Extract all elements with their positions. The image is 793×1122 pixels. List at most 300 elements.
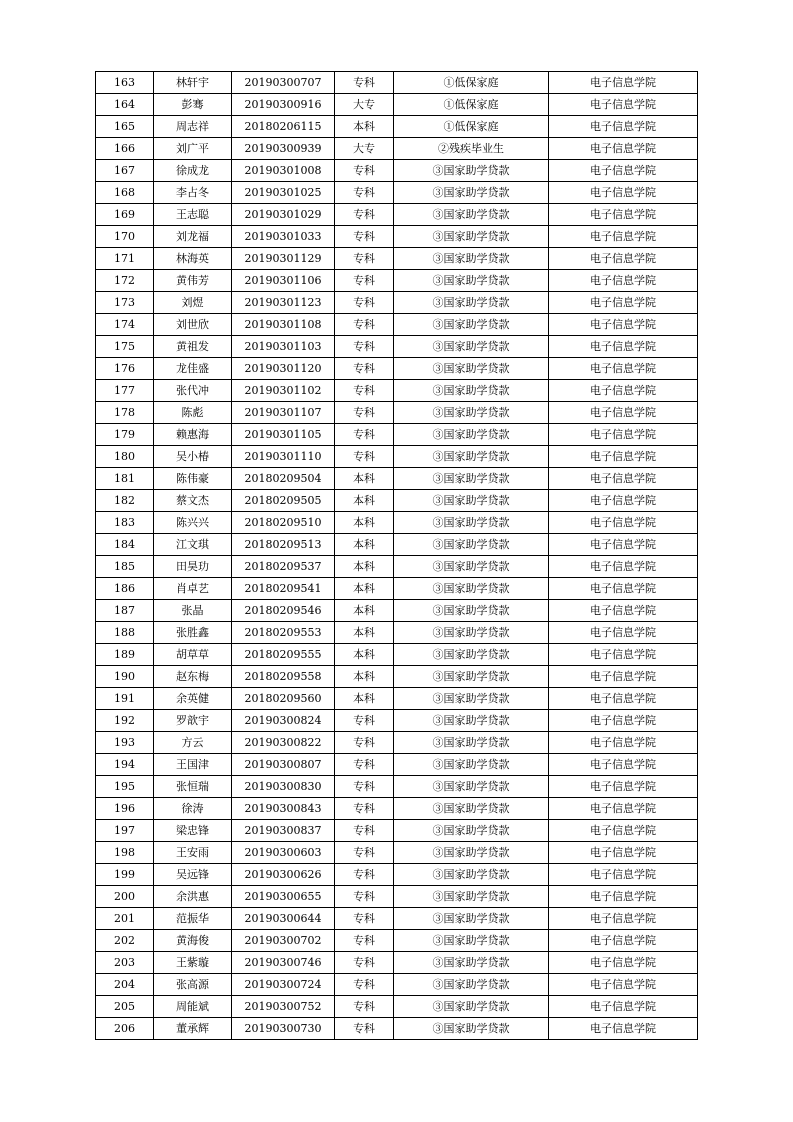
education-level-cell: 专科 — [335, 182, 394, 204]
assistance-category-cell: ③国家助学贷款 — [394, 600, 549, 622]
assistance-category-cell: ③国家助学贷款 — [394, 160, 549, 182]
college-cell: 电子信息学院 — [549, 380, 698, 402]
table-row — [96, 842, 698, 864]
student-name-cell: 范振华 — [154, 908, 232, 930]
row-number-cell: 190 — [96, 666, 154, 688]
student-id-cell: 20180209558 — [232, 666, 335, 688]
assistance-category-cell: ③国家助学贷款 — [394, 490, 549, 512]
assistance-category-cell: ③国家助学贷款 — [394, 864, 549, 886]
row-number-cell: 166 — [96, 138, 154, 160]
table-row — [96, 248, 698, 270]
education-level-cell: 本科 — [335, 600, 394, 622]
student-id-cell: 20180209541 — [232, 578, 335, 600]
education-level-cell: 专科 — [335, 424, 394, 446]
college-cell: 电子信息学院 — [549, 534, 698, 556]
row-number-cell: 193 — [96, 732, 154, 754]
table-row — [96, 1018, 698, 1040]
row-number-cell: 201 — [96, 908, 154, 930]
education-level-cell: 专科 — [335, 996, 394, 1018]
student-id-cell: 20180209504 — [232, 468, 335, 490]
assistance-category-cell: ③国家助学贷款 — [394, 292, 549, 314]
table-row — [96, 820, 698, 842]
student-name-cell: 黄祖发 — [154, 336, 232, 358]
student-name-cell: 王志聪 — [154, 204, 232, 226]
student-id-cell: 20190301120 — [232, 358, 335, 380]
assistance-category-cell: ③国家助学贷款 — [394, 226, 549, 248]
college-cell: 电子信息学院 — [549, 974, 698, 996]
assistance-category-cell: ③国家助学贷款 — [394, 512, 549, 534]
assistance-category-cell: ③国家助学贷款 — [394, 644, 549, 666]
student-name-cell: 赵东梅 — [154, 666, 232, 688]
student-id-cell: 20180209553 — [232, 622, 335, 644]
student-name-cell: 黄伟芳 — [154, 270, 232, 292]
table-row — [96, 864, 698, 886]
table-row — [96, 644, 698, 666]
college-cell: 电子信息学院 — [549, 292, 698, 314]
education-level-cell: 专科 — [335, 1018, 394, 1040]
student-id-cell: 20180206115 — [232, 116, 335, 138]
assistance-category-cell: ③国家助学贷款 — [394, 556, 549, 578]
student-id-cell: 20190301108 — [232, 314, 335, 336]
student-name-cell: 刘世欣 — [154, 314, 232, 336]
education-level-cell: 专科 — [335, 226, 394, 248]
assistance-category-cell: ③国家助学贷款 — [394, 622, 549, 644]
college-cell: 电子信息学院 — [549, 688, 698, 710]
assistance-category-cell: ③国家助学贷款 — [394, 732, 549, 754]
assistance-category-cell: ③国家助学贷款 — [394, 534, 549, 556]
student-name-cell: 江文琪 — [154, 534, 232, 556]
assistance-category-cell: ③国家助学贷款 — [394, 688, 549, 710]
table-row — [96, 732, 698, 754]
row-number-cell: 198 — [96, 842, 154, 864]
student-id-cell: 20190300603 — [232, 842, 335, 864]
student-id-cell: 20190300752 — [232, 996, 335, 1018]
education-level-cell: 专科 — [335, 776, 394, 798]
table-row — [96, 292, 698, 314]
table-row — [96, 974, 698, 996]
student-name-cell: 胡草草 — [154, 644, 232, 666]
table-row — [96, 688, 698, 710]
row-number-cell: 206 — [96, 1018, 154, 1040]
assistance-category-cell: ③国家助学贷款 — [394, 710, 549, 732]
table-row — [96, 600, 698, 622]
college-cell: 电子信息学院 — [549, 908, 698, 930]
assistance-category-cell: ③国家助学贷款 — [394, 402, 549, 424]
student-name-cell: 罗歆宇 — [154, 710, 232, 732]
assistance-category-cell: ③国家助学贷款 — [394, 468, 549, 490]
education-level-cell: 专科 — [335, 358, 394, 380]
assistance-category-cell: ③国家助学贷款 — [394, 424, 549, 446]
table-row — [96, 72, 698, 94]
assistance-category-cell: ③国家助学贷款 — [394, 270, 549, 292]
table-row — [96, 666, 698, 688]
college-cell: 电子信息学院 — [549, 72, 698, 94]
student-id-cell: 20190300724 — [232, 974, 335, 996]
row-number-cell: 179 — [96, 424, 154, 446]
college-cell: 电子信息学院 — [549, 270, 698, 292]
education-level-cell: 专科 — [335, 270, 394, 292]
table-row — [96, 116, 698, 138]
student-name-cell: 张晶 — [154, 600, 232, 622]
college-cell: 电子信息学院 — [549, 864, 698, 886]
student-name-cell: 徐成龙 — [154, 160, 232, 182]
college-cell: 电子信息学院 — [549, 798, 698, 820]
table-row — [96, 490, 698, 512]
student-name-cell: 田昊玏 — [154, 556, 232, 578]
row-number-cell: 178 — [96, 402, 154, 424]
student-id-cell: 20190301110 — [232, 446, 335, 468]
table-row — [96, 798, 698, 820]
college-cell: 电子信息学院 — [549, 644, 698, 666]
row-number-cell: 167 — [96, 160, 154, 182]
row-number-cell: 196 — [96, 798, 154, 820]
college-cell: 电子信息学院 — [549, 556, 698, 578]
student-id-cell: 20190300746 — [232, 952, 335, 974]
college-cell: 电子信息学院 — [549, 666, 698, 688]
row-number-cell: 163 — [96, 72, 154, 94]
assistance-category-cell: ③国家助学贷款 — [394, 182, 549, 204]
assistance-category-cell: ③国家助学贷款 — [394, 996, 549, 1018]
assistance-category-cell: ③国家助学贷款 — [394, 842, 549, 864]
college-cell: 电子信息学院 — [549, 160, 698, 182]
student-id-cell: 20190301102 — [232, 380, 335, 402]
row-number-cell: 169 — [96, 204, 154, 226]
college-cell: 电子信息学院 — [549, 622, 698, 644]
assistance-category-cell: ③国家助学贷款 — [394, 1018, 549, 1040]
row-number-cell: 168 — [96, 182, 154, 204]
college-cell: 电子信息学院 — [549, 490, 698, 512]
row-number-cell: 173 — [96, 292, 154, 314]
student-id-cell: 20180209505 — [232, 490, 335, 512]
college-cell: 电子信息学院 — [549, 710, 698, 732]
student-id-cell: 20180209513 — [232, 534, 335, 556]
college-cell: 电子信息学院 — [549, 754, 698, 776]
education-level-cell: 本科 — [335, 666, 394, 688]
row-number-cell: 172 — [96, 270, 154, 292]
row-number-cell: 188 — [96, 622, 154, 644]
education-level-cell: 专科 — [335, 842, 394, 864]
education-level-cell: 大专 — [335, 138, 394, 160]
college-cell: 电子信息学院 — [549, 182, 698, 204]
education-level-cell: 专科 — [335, 204, 394, 226]
student-id-cell: 20190301129 — [232, 248, 335, 270]
college-cell: 电子信息学院 — [549, 468, 698, 490]
table-row — [96, 930, 698, 952]
college-cell: 电子信息学院 — [549, 886, 698, 908]
table-row — [96, 336, 698, 358]
table-row — [96, 358, 698, 380]
college-cell: 电子信息学院 — [549, 732, 698, 754]
college-cell: 电子信息学院 — [549, 578, 698, 600]
education-level-cell: 本科 — [335, 622, 394, 644]
student-id-cell: 20180209510 — [232, 512, 335, 534]
table-row — [96, 886, 698, 908]
assistance-category-cell: ③国家助学贷款 — [394, 952, 549, 974]
student-id-cell: 20190300916 — [232, 94, 335, 116]
table-row — [96, 578, 698, 600]
row-number-cell: 177 — [96, 380, 154, 402]
education-level-cell: 专科 — [335, 446, 394, 468]
table-row — [96, 776, 698, 798]
table-row — [96, 468, 698, 490]
education-level-cell: 专科 — [335, 886, 394, 908]
table-row — [96, 182, 698, 204]
student-id-cell: 20190300644 — [232, 908, 335, 930]
education-level-cell: 专科 — [335, 248, 394, 270]
student-name-cell: 赖惠海 — [154, 424, 232, 446]
assistance-category-cell: ①低保家庭 — [394, 116, 549, 138]
row-number-cell: 191 — [96, 688, 154, 710]
education-level-cell: 本科 — [335, 578, 394, 600]
row-number-cell: 175 — [96, 336, 154, 358]
student-name-cell: 方云 — [154, 732, 232, 754]
student-name-cell: 蔡文杰 — [154, 490, 232, 512]
education-level-cell: 本科 — [335, 556, 394, 578]
education-level-cell: 专科 — [335, 710, 394, 732]
education-level-cell: 本科 — [335, 512, 394, 534]
row-number-cell: 204 — [96, 974, 154, 996]
student-id-cell: 20190301106 — [232, 270, 335, 292]
student-id-cell: 20190300830 — [232, 776, 335, 798]
table-row — [96, 908, 698, 930]
student-name-cell: 张高源 — [154, 974, 232, 996]
table-row — [96, 94, 698, 116]
college-cell: 电子信息学院 — [549, 424, 698, 446]
table-row — [96, 556, 698, 578]
college-cell: 电子信息学院 — [549, 204, 698, 226]
assistance-category-cell: ③国家助学贷款 — [394, 578, 549, 600]
education-level-cell: 专科 — [335, 798, 394, 820]
student-name-cell: 刘龙福 — [154, 226, 232, 248]
assistance-category-cell: ③国家助学贷款 — [394, 776, 549, 798]
college-cell: 电子信息学院 — [549, 930, 698, 952]
student-name-cell: 余英健 — [154, 688, 232, 710]
row-number-cell: 184 — [96, 534, 154, 556]
student-id-cell: 20180209537 — [232, 556, 335, 578]
row-number-cell: 187 — [96, 600, 154, 622]
education-level-cell: 本科 — [335, 490, 394, 512]
education-level-cell: 专科 — [335, 314, 394, 336]
assistance-category-cell: ③国家助学贷款 — [394, 446, 549, 468]
table-row — [96, 380, 698, 402]
row-number-cell: 164 — [96, 94, 154, 116]
education-level-cell: 专科 — [335, 930, 394, 952]
education-level-cell: 专科 — [335, 380, 394, 402]
row-number-cell: 194 — [96, 754, 154, 776]
education-level-cell: 本科 — [335, 116, 394, 138]
student-id-cell: 20190300655 — [232, 886, 335, 908]
row-number-cell: 203 — [96, 952, 154, 974]
college-cell: 电子信息学院 — [549, 116, 698, 138]
student-id-cell: 20190300730 — [232, 1018, 335, 1040]
student-name-cell: 王紫璇 — [154, 952, 232, 974]
assistance-category-cell: ③国家助学贷款 — [394, 974, 549, 996]
row-number-cell: 186 — [96, 578, 154, 600]
college-cell: 电子信息学院 — [549, 94, 698, 116]
student-id-cell: 20190301123 — [232, 292, 335, 314]
row-number-cell: 189 — [96, 644, 154, 666]
table-row — [96, 996, 698, 1018]
student-id-cell: 20190300707 — [232, 72, 335, 94]
student-id-cell: 20190300843 — [232, 798, 335, 820]
row-number-cell: 199 — [96, 864, 154, 886]
college-cell: 电子信息学院 — [549, 952, 698, 974]
row-number-cell: 202 — [96, 930, 154, 952]
assistance-category-cell: ③国家助学贷款 — [394, 820, 549, 842]
student-name-cell: 彭骞 — [154, 94, 232, 116]
college-cell: 电子信息学院 — [549, 314, 698, 336]
student-id-cell: 20190300837 — [232, 820, 335, 842]
education-level-cell: 专科 — [335, 160, 394, 182]
student-id-cell: 20190300702 — [232, 930, 335, 952]
student-id-cell: 20190300807 — [232, 754, 335, 776]
student-name-cell: 林轩宇 — [154, 72, 232, 94]
table-row — [96, 160, 698, 182]
row-number-cell: 185 — [96, 556, 154, 578]
student-name-cell: 肖卓艺 — [154, 578, 232, 600]
student-name-cell: 周能斌 — [154, 996, 232, 1018]
education-level-cell: 专科 — [335, 336, 394, 358]
student-name-cell: 梁忠锋 — [154, 820, 232, 842]
college-cell: 电子信息学院 — [549, 138, 698, 160]
education-level-cell: 专科 — [335, 72, 394, 94]
education-level-cell: 专科 — [335, 820, 394, 842]
assistance-category-cell: ③国家助学贷款 — [394, 930, 549, 952]
student-name-cell: 董承辉 — [154, 1018, 232, 1040]
student-name-cell: 徐涛 — [154, 798, 232, 820]
college-cell: 电子信息学院 — [549, 446, 698, 468]
student-id-cell: 20180209546 — [232, 600, 335, 622]
row-number-cell: 170 — [96, 226, 154, 248]
education-level-cell: 本科 — [335, 688, 394, 710]
student-name-cell: 黄海俊 — [154, 930, 232, 952]
college-cell: 电子信息学院 — [549, 358, 698, 380]
student-name-cell: 吴小椿 — [154, 446, 232, 468]
education-level-cell: 专科 — [335, 754, 394, 776]
table-row — [96, 138, 698, 160]
student-id-cell: 20190301025 — [232, 182, 335, 204]
education-level-cell: 本科 — [335, 468, 394, 490]
assistance-category-cell: ①低保家庭 — [394, 94, 549, 116]
assistance-category-cell: ①低保家庭 — [394, 72, 549, 94]
row-number-cell: 200 — [96, 886, 154, 908]
student-name-cell: 刘煜 — [154, 292, 232, 314]
row-number-cell: 192 — [96, 710, 154, 732]
student-name-cell: 刘广平 — [154, 138, 232, 160]
student-id-cell: 20190301033 — [232, 226, 335, 248]
college-cell: 电子信息学院 — [549, 600, 698, 622]
student-name-cell: 林海英 — [154, 248, 232, 270]
student-name-cell: 陈兴兴 — [154, 512, 232, 534]
student-id-cell: 20190300824 — [232, 710, 335, 732]
row-number-cell: 165 — [96, 116, 154, 138]
education-level-cell: 本科 — [335, 534, 394, 556]
college-cell: 电子信息学院 — [549, 842, 698, 864]
student-name-cell: 王安雨 — [154, 842, 232, 864]
table-row — [96, 270, 698, 292]
student-id-cell: 20190301008 — [232, 160, 335, 182]
student-id-cell: 20190300626 — [232, 864, 335, 886]
education-level-cell: 大专 — [335, 94, 394, 116]
table-row — [96, 402, 698, 424]
row-number-cell: 197 — [96, 820, 154, 842]
table-row — [96, 204, 698, 226]
college-cell: 电子信息学院 — [549, 226, 698, 248]
education-level-cell: 专科 — [335, 402, 394, 424]
assistance-category-cell: ③国家助学贷款 — [394, 380, 549, 402]
assistance-category-cell: ②残疾毕业生 — [394, 138, 549, 160]
row-number-cell: 174 — [96, 314, 154, 336]
college-cell: 电子信息学院 — [549, 402, 698, 424]
student-id-cell: 20190301029 — [232, 204, 335, 226]
assistance-category-cell: ③国家助学贷款 — [394, 908, 549, 930]
assistance-category-cell: ③国家助学贷款 — [394, 204, 549, 226]
table-row — [96, 754, 698, 776]
assistance-category-cell: ③国家助学贷款 — [394, 314, 549, 336]
table-row — [96, 710, 698, 732]
college-cell: 电子信息学院 — [549, 776, 698, 798]
student-name-cell: 李占冬 — [154, 182, 232, 204]
assistance-category-cell: ③国家助学贷款 — [394, 358, 549, 380]
education-level-cell: 专科 — [335, 908, 394, 930]
student-name-cell: 张代冲 — [154, 380, 232, 402]
college-cell: 电子信息学院 — [549, 1018, 698, 1040]
table-row — [96, 622, 698, 644]
assistance-category-cell: ③国家助学贷款 — [394, 666, 549, 688]
education-level-cell: 本科 — [335, 644, 394, 666]
assistance-category-cell: ③国家助学贷款 — [394, 248, 549, 270]
row-number-cell: 171 — [96, 248, 154, 270]
row-number-cell: 195 — [96, 776, 154, 798]
student-name-cell: 余洪惠 — [154, 886, 232, 908]
student-name-cell: 张胜鑫 — [154, 622, 232, 644]
college-cell: 电子信息学院 — [549, 820, 698, 842]
student-name-cell: 陈彪 — [154, 402, 232, 424]
student-name-cell: 吴远锋 — [154, 864, 232, 886]
college-cell: 电子信息学院 — [549, 512, 698, 534]
education-level-cell: 专科 — [335, 864, 394, 886]
table-row — [96, 952, 698, 974]
student-id-cell: 20190301105 — [232, 424, 335, 446]
assistance-category-cell: ③国家助学贷款 — [394, 754, 549, 776]
student-name-cell: 陈伟豪 — [154, 468, 232, 490]
college-cell: 电子信息学院 — [549, 336, 698, 358]
table-row — [96, 226, 698, 248]
education-level-cell: 专科 — [335, 732, 394, 754]
student-roster-table — [95, 71, 698, 1040]
education-level-cell: 专科 — [335, 974, 394, 996]
education-level-cell: 专科 — [335, 952, 394, 974]
table-row — [96, 314, 698, 336]
table-row — [96, 446, 698, 468]
student-id-cell: 20190301103 — [232, 336, 335, 358]
student-name-cell: 龙佳盛 — [154, 358, 232, 380]
row-number-cell: 182 — [96, 490, 154, 512]
assistance-category-cell: ③国家助学贷款 — [394, 886, 549, 908]
student-id-cell: 20180209555 — [232, 644, 335, 666]
student-id-cell: 20190300822 — [232, 732, 335, 754]
table-row — [96, 424, 698, 446]
table-row — [96, 534, 698, 556]
student-id-cell: 20180209560 — [232, 688, 335, 710]
college-cell: 电子信息学院 — [549, 248, 698, 270]
table-row — [96, 512, 698, 534]
row-number-cell: 181 — [96, 468, 154, 490]
student-name-cell: 王国津 — [154, 754, 232, 776]
student-name-cell: 周志祥 — [154, 116, 232, 138]
student-id-cell: 20190301107 — [232, 402, 335, 424]
assistance-category-cell: ③国家助学贷款 — [394, 798, 549, 820]
